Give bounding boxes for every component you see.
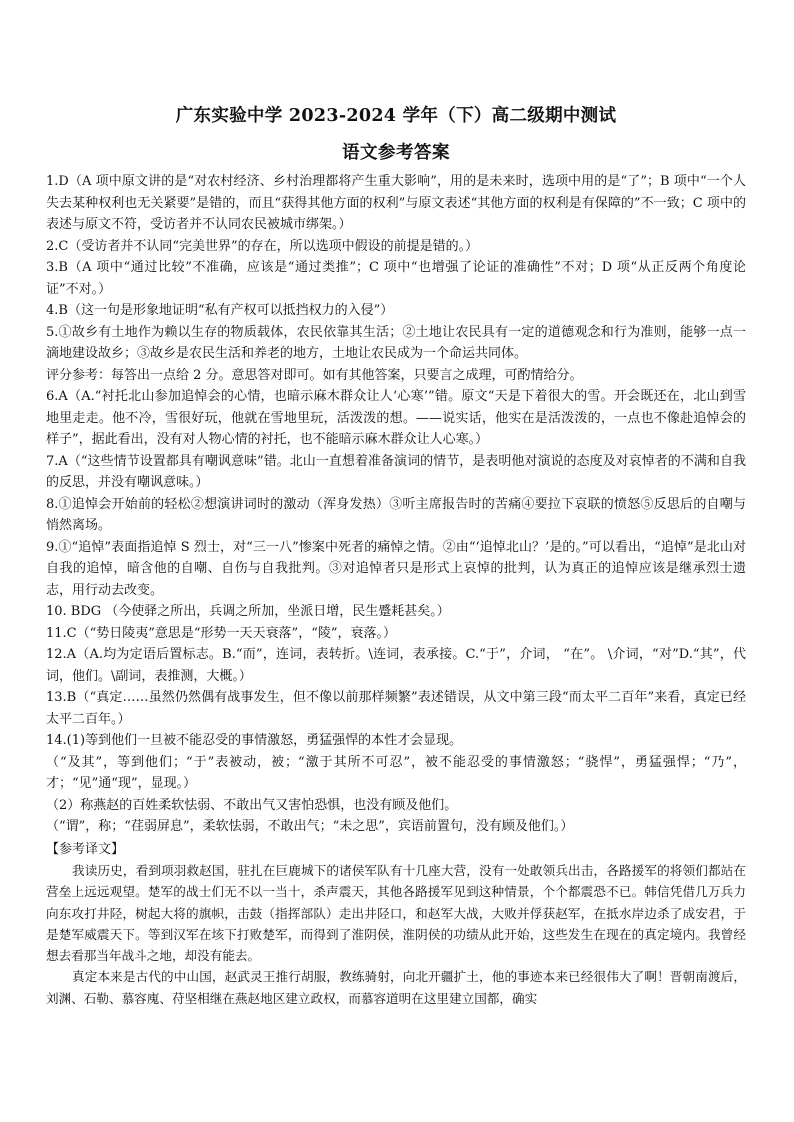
- answer-8: 8.①追悼会开始前的轻松②想演讲词时的激动（浑身发热）③听主席报告时的苦痛④要拉下哀联的愤怒⑤反思后的自嘲与悄然离场。: [46, 496, 746, 533]
- translation-paragraph-2: 真定本来是古代的中山国，赵武灵王推行胡服，教练骑射，向北开疆扩土，他的事迹本来已经很伟大了啊！晋朝南渡后，刘渊、石勒、慕容廆、苻坚相继在燕赵地区建立政权，而慕容道明在这里建立国都，确实: [46, 969, 746, 1006]
- translation-paragraph-1: 我读历史，看到项羽救赵国，驻扎在巨鹿城下的诸侯军队有十几座大营，没有一处敢领兵出击，各路援军的将领们都站在营垒上远远观望。楚军的战士们无不以一当十，杀声震天，其他各路援军见到这种情景，个个都震恐不已。韩信凭借几万兵力向东攻打井陉，树起大将的旗帜，击鼓（指挥部队）走出井陉口，和赵军大战，大败并俘获赵军，在抵水岸边杀了成安君，于是楚军威震天下。等到汉军在垓下打败楚军，而得到了淮阴侯，淮阴侯的功绩从此开始，这些发生在现在的真定境内。我曾经想去看那当年战斗之地，却没有能去。: [46, 863, 746, 964]
- answer-2: 2.C（受访者并不认同“完美世界”的存在，所以选项中假设的前提是错的。）: [46, 238, 479, 254]
- answer-14-2: （2）称燕赵的百姓柔软怯弱、不敢出气又害怕恐惧，也没有顾及他们。: [46, 797, 458, 813]
- answer-4: 4.B（这一句是形象地证明“私有产权可以抵挡权力的入侵”）: [46, 303, 394, 318]
- answer-13: 13.B（“真定……虽然仍然偶有战事发生，但不像以前那样频繁”表述错误，从文中第三段“而太平二百年”来看，真定已经太平二百年。）: [46, 690, 746, 727]
- scoring-note: 评分参考：每答出一点给 2 分。意思答对即可。如有其他答案，只要言之成理，可酌情给分。: [46, 367, 583, 383]
- answer-1: 1.D（A 项中原文讲的是“对农村经济、乡村治理都将产生重大影响”，用的是未来时，选项中用的是“了”；B 项中“一个人失去某种权利也无关紧要”是错的，而且“获得其他方面的权利”与原文表述“其他方面的权利是有保障的”不一致；C 项中的表述与原文不符，受访者并不认同农民被城市绑架。）: [46, 174, 746, 232]
- translation-heading: 【参考译文】: [46, 841, 125, 857]
- answer-list: [46, 171, 746, 860]
- reference-translation: [46, 860, 746, 1009]
- answer-12: 12.A（A.均为定语后置标志。B.“而”，连词，表转折。\连词，表承接。C.“于”，介词， “在”。 \介词，“对”D.“其”，代词，他们。\副词，表推测，大概。）: [46, 647, 746, 684]
- answer-14-1: 14.(1)等到他们一旦被不能忍受的事情激怒，勇猛强悍的本性才会显现。: [46, 733, 463, 748]
- answer-6: 6.A（A.“衬托北山参加追悼会的心情，也暗示麻木群众让人‘心寒’”错。原文“天是下着很大的雪。开会既还在，北山到雪地里走走。他不冷，雪很好玩，他就在雪地里玩，活泼泼的想。——说实话，他实在是活泼泼的，一点也不像赴追悼会的样子”，据此看出，没有对人物心情的衬托，也不能暗示麻木群众让人心寒。）: [46, 389, 746, 447]
- answer-9: 9.①“追悼”表面指追悼 S 烈士，对“三一八”惨案中死者的痛悼之情。②由“‘追悼北山？’是的。”可以看出，“追悼”是北山对自我的追悼，暗含他的自嘲、自伤与自我批判。③对追悼者只是形式上哀悼的批判，认为真正的追悼应该是继承烈士遗志，用行动去改变。: [46, 539, 746, 598]
- page-subtitle: 语文参考答案: [342, 143, 450, 163]
- answer-14-2-notes: （“谓”，称；“荏弱屏息”，柔软怯弱，不敢出气；“未之思”，宾语前置句，没有顾及他们。）: [46, 819, 574, 834]
- answer-10: 10. BDG （今使驿之所出，兵调之所加，坐派日增，民生蹙耗甚矣。）: [46, 604, 450, 619]
- answer-7: 7.A（“这些情节设置都具有嘲讽意味”错。北山一直想着准备演词的情节，是表明他对演说的态度及对哀悼者的不满和自我的反思，并没有嘲讽意味。）: [46, 453, 746, 490]
- answer-5: 5.①故乡有土地作为赖以生存的物质载体，农民依靠其生活；②土地让农民具有一定的道德观念和行为准则，能够一点一滴地建设故乡；③故乡是农民生活和养老的地方，土地让农民成为一个命运共同体。: [46, 324, 746, 361]
- answer-14-1-notes: （“及其”，等到他们；“于”表被动，被；“激于其所不可忍”，被不能忍受的事情激怒；“骁悍”，勇猛强悍；“乃”，才；“见”通“现”，显现。）: [46, 754, 746, 791]
- answer-3: 3.B（A 项中“通过比较”不准确，应该是“通过类推”；C 项中“也增强了论证的准确性”不对；D 项“从正反两个角度论证”不对。）: [46, 260, 746, 297]
- page-title: 广东实验中学 2023-2024 学年（下）高二级期中测试: [175, 106, 617, 126]
- answer-11: 11.C（“势日陵夷”意思是“形势一天天衰落”，“陵”，衰落。）: [46, 625, 396, 641]
